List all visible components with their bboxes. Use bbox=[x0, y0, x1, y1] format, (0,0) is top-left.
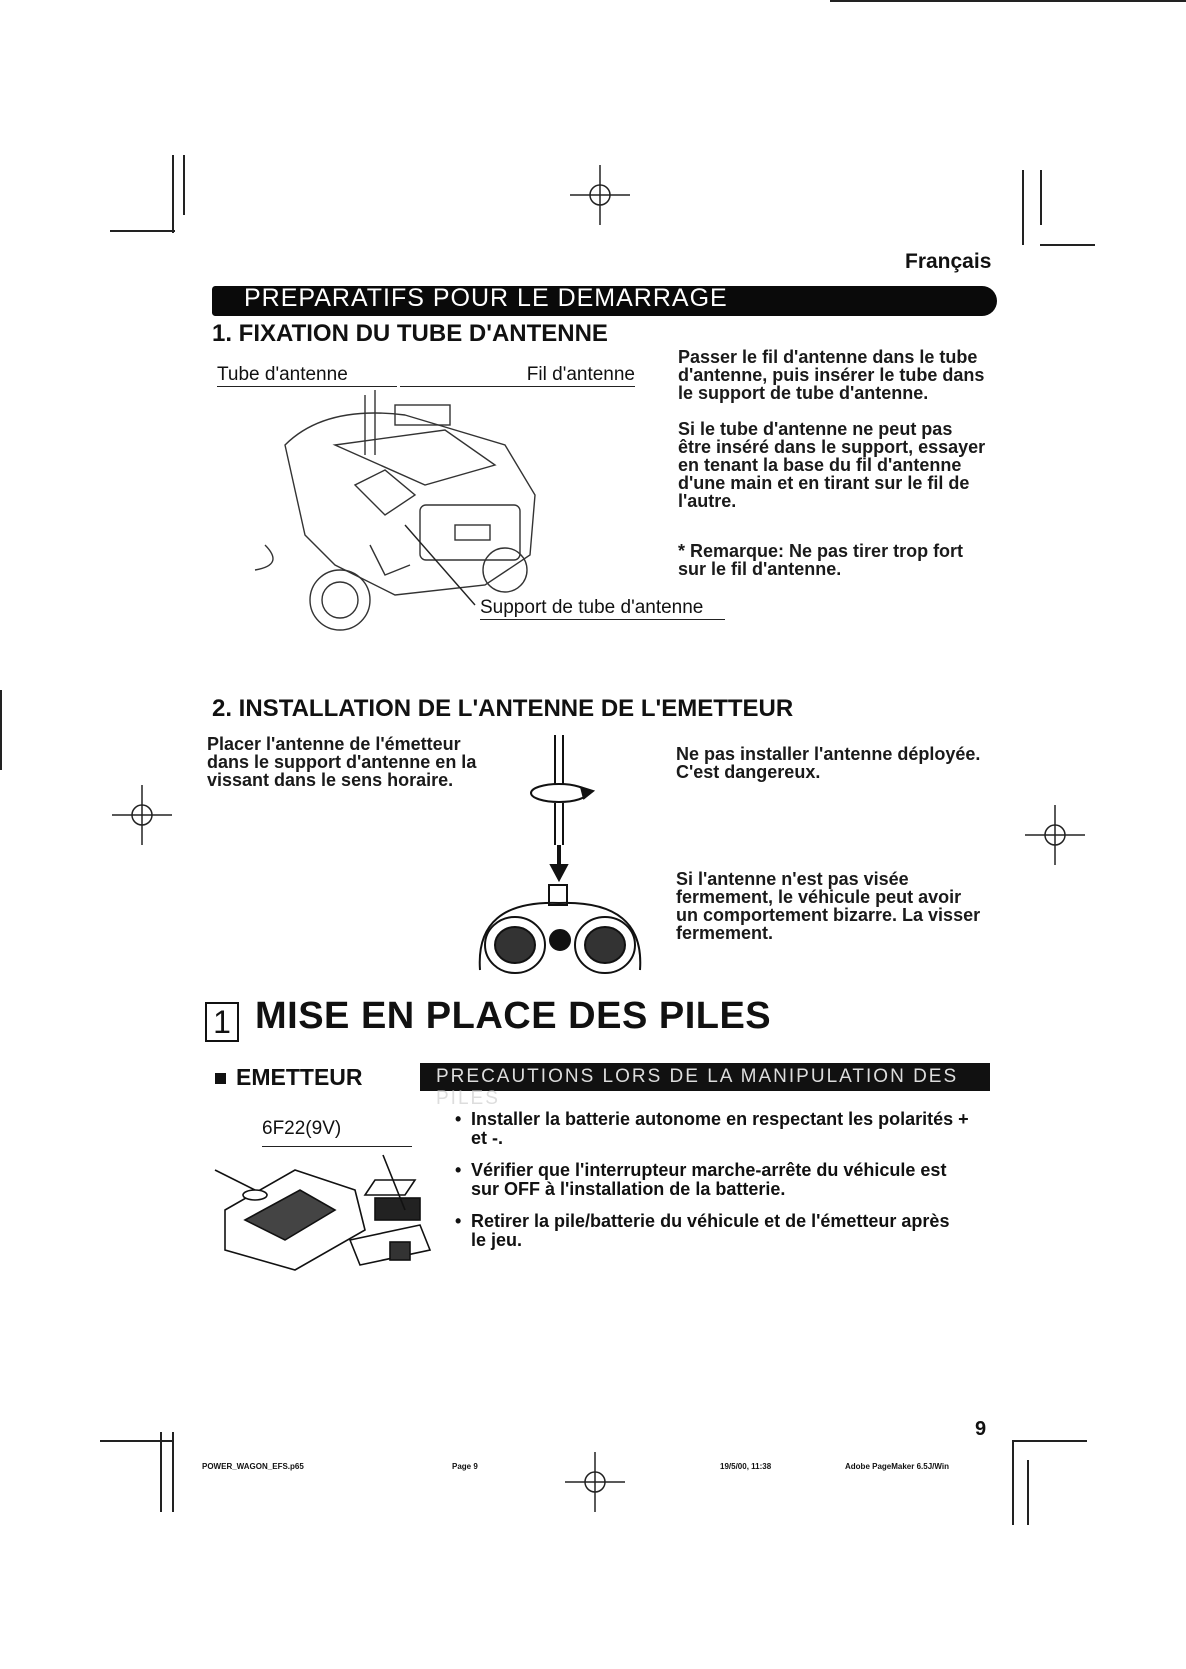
text-line: vissant dans le sens horaire. bbox=[207, 770, 454, 790]
footer-filename: POWER_WAGON_EFS.p65 bbox=[202, 1462, 304, 1471]
crop-mark bbox=[830, 0, 1186, 2]
crop-mark bbox=[1012, 1440, 1014, 1525]
section-banner bbox=[212, 286, 997, 316]
support-pointer-line bbox=[400, 375, 490, 615]
bullet-dot-icon: • bbox=[455, 1211, 462, 1231]
crop-mark bbox=[183, 155, 185, 215]
registration-crosshair bbox=[112, 785, 172, 845]
bullet-item bbox=[455, 1110, 995, 1148]
text-line: Retirer la pile/batterie du véhicule et de l'émetteur après bbox=[471, 1211, 950, 1231]
crop-mark bbox=[1012, 1440, 1087, 1442]
registration-crosshair bbox=[570, 165, 630, 225]
text-line: être inséré dans le support, essayer bbox=[678, 437, 986, 457]
text-line: d'antenne, puis insérer le tube dans bbox=[678, 365, 985, 385]
crop-mark bbox=[1022, 170, 1024, 245]
crop-mark bbox=[172, 1432, 174, 1512]
section1-paragraph2 bbox=[678, 420, 1008, 510]
text-line: C'est dangereux. bbox=[676, 762, 821, 782]
bullet-dot-icon: • bbox=[455, 1160, 462, 1180]
text-line: Si l'antenne n'est pas visée bbox=[676, 869, 909, 889]
banner-title: PREPARATIFS POUR LE DEMARRAGE bbox=[244, 284, 728, 312]
text-line: Ne pas installer l'antenne déployée. bbox=[676, 744, 981, 764]
page-number: 9 bbox=[975, 1418, 987, 1440]
crop-mark bbox=[110, 230, 175, 232]
text-line: et -. bbox=[471, 1128, 504, 1148]
section2-heading: 2. INSTALLATION DE L'ANTENNE DE L'EMETTEUR bbox=[212, 695, 794, 722]
text-line: dans le support d'antenne en la bbox=[207, 752, 477, 772]
text-line: sur OFF à l'installation de la batterie. bbox=[471, 1179, 786, 1199]
footer-application: Adobe PageMaker 6.5J/Win bbox=[845, 1462, 949, 1471]
transmitter-antenna-illustration bbox=[465, 735, 660, 975]
text-line: * Remarque: Ne pas tirer trop fort bbox=[678, 541, 964, 561]
text-line: Vérifier que l'interrupteur marche-arrête du véhicule est bbox=[471, 1160, 947, 1180]
text-line: sur le fil d'antenne. bbox=[678, 559, 842, 579]
text-line: Si le tube d'antenne ne peut pas bbox=[678, 419, 953, 439]
crop-mark bbox=[1027, 1460, 1029, 1525]
section2-left-text bbox=[207, 735, 507, 789]
section1-note bbox=[678, 542, 1008, 578]
label-antenna-tube: Tube d'antenne bbox=[217, 364, 397, 387]
crop-mark bbox=[160, 1432, 162, 1512]
text-line: fermement, le véhicule peut avoir bbox=[676, 887, 962, 907]
battery-type-label: 6F22(9V) bbox=[262, 1118, 412, 1147]
subtitle-text: EMETTEUR bbox=[236, 1064, 363, 1090]
section-number-box: 1 bbox=[205, 1002, 239, 1042]
crop-mark bbox=[1040, 170, 1042, 225]
section1-paragraph1 bbox=[678, 348, 1008, 402]
battery-bullet-list bbox=[455, 1110, 995, 1250]
crop-mark bbox=[172, 155, 174, 233]
text-line: d'une main et en tirant sur le fil de bbox=[678, 473, 970, 493]
caution-bar-text: PRECAUTIONS LORS DE LA MANIPULATION DES PILES bbox=[436, 1066, 959, 1109]
bullet-square-icon bbox=[215, 1073, 226, 1084]
text-line: un comportement bizarre. La visser bbox=[676, 905, 981, 925]
footer-page: Page 9 bbox=[452, 1462, 478, 1471]
text-line: l'autre. bbox=[678, 491, 737, 511]
text-line: Passer le fil d'antenne dans le tube bbox=[678, 347, 978, 367]
text-line: le support de tube d'antenne. bbox=[678, 383, 929, 403]
text-line: en tenant la base du fil d'antenne bbox=[678, 455, 962, 475]
registration-crosshair bbox=[1025, 805, 1085, 865]
text-line: Installer la batterie autonome en respectant les polarités + bbox=[471, 1109, 969, 1129]
language-label: Français bbox=[905, 250, 992, 273]
section3-title: MISE EN PLACE DES PILES bbox=[255, 995, 772, 1037]
bullet-item bbox=[455, 1161, 995, 1199]
label-antenna-support: Support de tube d'antenne bbox=[480, 597, 725, 620]
text-line: Placer l'antenne de l'émetteur bbox=[207, 734, 461, 754]
crop-mark bbox=[100, 1440, 172, 1442]
label-antenna-wire: Fil d'antenne bbox=[400, 364, 635, 387]
text-line: le jeu. bbox=[471, 1230, 523, 1250]
bullet-dot-icon: • bbox=[455, 1109, 462, 1129]
section3-subtitle bbox=[215, 1064, 363, 1091]
caution-bar bbox=[420, 1063, 990, 1109]
section2-warning-text bbox=[676, 745, 1006, 781]
section1-heading: 1. FIXATION DU TUBE D'ANTENNE bbox=[212, 320, 608, 347]
crop-mark bbox=[1040, 244, 1095, 246]
text-line: fermement. bbox=[676, 923, 774, 943]
bullet-item bbox=[455, 1212, 995, 1250]
section2-note-text bbox=[676, 870, 991, 942]
crop-mark bbox=[0, 690, 2, 770]
transmitter-battery-illustration bbox=[205, 1150, 460, 1300]
registration-crosshair bbox=[565, 1452, 625, 1512]
footer-date: 19/5/00, 11:38 bbox=[720, 1462, 772, 1471]
